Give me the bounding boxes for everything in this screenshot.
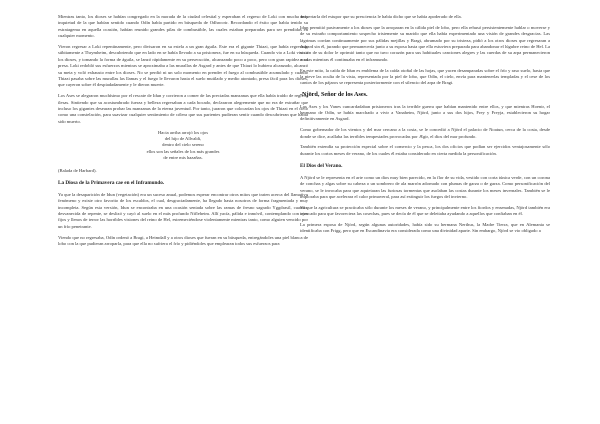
paragraph: Como gobernador de los vientos y del mar cercano a la costa, se le concedió a Njörd el palacio de Noatun, cerca de la costa, desde donde se dice, acallaba las terribles tempestades provocadas por Ægir, el dios del mar profundo.: [300, 127, 550, 139]
paragraph: La primera esposa de Njörd, según algunas autoridades, había sido su hermana Nerthus, la Madre Tierra, que en Alemania se identificaba con Frigg, pero que en Escandinavia era considerada como una divinidad aparte. Sin embargo, Njörd se vio obligado a: [300, 222, 550, 234]
paragraph: En este mito, la caída de Idun es emblema de la caída otoñal de las hojas, que yacen desamparadas sobre el frío y raso suelo, hasta que la nieve las oculta de la vista, representada por la piel de lobo, que Odín, el cielo, envía para mantenerlas templadas y el cese de los cantos de los pájaros se representa posteriormente con el silencio del arpa de Bragi.: [300, 67, 550, 86]
right-column: [300, 14, 550, 239]
left-column: [58, 14, 308, 252]
poem-line: Hacia arriba arrojó los ojos: [157, 129, 208, 135]
chapter-heading: -Njörd, Señor de los Ases.: [300, 91, 368, 99]
paragraph: Idun permitió pasivamente a los dioses que la arroparan en la cálida piel de lobo, pero ella rehusó persistentemente hablar o moverse y de su extraño comportamiento sospecho tristemente su marido que ella había experimentado una visión de grandes desgracias. Las lágrimas corrían continuamente por sus pálidas mejillas y Bragi, abrumado por su tristeza, pidió a los otros dioses que regresaran a Asgard sin él, jurando que permanecería junto a su esposa hasta que ella estuviera preparada para abandonar el lúgubre reino de Hel. La visión de su dolor le oprimió tanto que no tuvo corazón para sus habituales canciones alegres y las cuerdas de su arpa permanecieron mudas mientras él continuaba en el inframundo.: [300, 24, 550, 62]
paragraph: También extendía su protección especial sobre el comercio y la pesca, los dos oficios que podían ser ejercidos ventajosamente sólo durante los cortos meses de verano, de los cuales él estaba considerado en cierta medida la personificación.: [300, 144, 550, 156]
paragraph: A Njörd se le representa en el arte como un dios muy bien parecido, en la flor de su vida, vestido con corta túnica verde, con un corona de conchas y algas sobre su cabeza o un sombrero de ala marrón adornado con plumas de garza o de garza. Como personificación del verano, se le invocaba para que aquietaran las furiosas tormentas que asolaban las costas durante los meses invernales. También se le imploraba para que acelerara el calor primaveral, para así extinguir los fuegos del invierno.: [300, 174, 550, 200]
paragraph: Los Ases y los Vanes cuncardadaban prisioneros tras la terrible guerra que habían mantenido entre ellos, y que mientras Hoenir, el hermano de Odín, se había marchado a vivir a Vanaheim, Njörd, junto a sus dos hijos, Frey y Freyja, establecieron su hogar definitivamente en Asgard.: [300, 103, 550, 122]
attribution: (Balada de Harbard).: [58, 167, 97, 173]
poem-line: de entre mis hazañas.: [163, 155, 203, 161]
paragraph: Ya que la agricultura se practicaba sólo durante los meses de verano, y principalmente entre los fiordos y ensenadas, Njörd también era invocado para que favoreciera las cosechas, pues se decía de él que se deleitaba ayudando a aquellos que confiaban en él.: [300, 204, 550, 217]
poem-line: del hijo de Allvaldi,: [164, 136, 202, 142]
section-heading: El Dios del Verano.: [300, 163, 343, 170]
poem-line: ellos son las señales de los más grandes: [146, 148, 220, 154]
paragraph: Vieron regresar a Loki repentinamente, pero divisaron en su estela a un gran águila. Este era el gigante Thiazi, que había regresado súbitamente a Thrymheim, descubriendo que en lado en se había llevado a su prisionera, fue en su búsqueda. Cuando vio a Loki vino a los dioses, y tomando la forma de águila, se lanzó rápidamente en su persecución, alcanzando poco a poco, pero con gran rapidez a su presa. Loki redobló sus esfuerzos mientras se aproximaba a las murallas de Asgard y antes de que Thiazi lo hubiera alcanzado, alcanzó su meta y voló exhausto entre los dioses. No se perdió ni un solo momento en prender el fuego al combustible acumulado y cuando Thiazi pasaba sobre las murallas las llamas y el fuego le llevaron hasta el suelo mutilado y medio atontado, presa fácil para los dioses, que cayeron sobre él despiadadamente y le dieron muerte.: [58, 44, 308, 88]
paragraph: Viendo que no regresaba, Odín ordenó a Bragi, a Heimdall y a otros dioses que fueran en su búsqueda, entregándoles una piel blanca de lobo con la que pudieran arroparla, para que ella no sufriera el frío y pidiéndoles que emplearan todos sus esfuerzos para: [58, 234, 308, 246]
section-heading: La Diosa de la Primavera cae en el Inframundo.: [58, 180, 165, 187]
poem-block: [58, 130, 308, 162]
paragraph: Los Ases se alegraron muchísimo por el rescate de Idun y corrieron a comer de las preciadas manzanas que ella había traído de regreso ilesas. Sintiendo que su acostumbrado fuerza y belleza regresaban a cada bocado, declararon alegremente que no era de extrañar que incluso los gigantes desearan probar las manzanas de la eterna juventud. Por tanto, juraron que colocarían los ojos de Thiazi en el cielo como una constelación, para suavizar cualquier sentimiento de cólera que sus parientes pudieran sentir cuando descubrieran que había sido muerto.: [58, 93, 308, 124]
paragraph: Ya que la desaparición de Idun (vegetación) era un suceso anual, podemos esperar encontrar otros mitos que traten acerca del llamativo fenómeno y existe otro favorito de los escaldos, el cual, desgraciadamente, ha llegado hasta nosotros de forma fragmentada y muy incompleta. Según esta versión, Idun se encontraba en una ocasión sentada sobre las ramas de fresno sagrado Yggdrasil, cuando, desvanecida de repente, se deslizó y cayó al suelo en el más profundo Nifleheim. Allí yacía, pálida e inmóvil, contemplando con ojos fijos y llenos de terror las horribles visiones del reino de Hel, estremeciéndose violentamente mientras tanto, como alguien vencido por un frío penetrante.: [58, 191, 308, 229]
paragraph: Mientras tanto, los dioses se habían congregado en la morada de la ciudad celestial y esperaban el regreso de Loki con mucha más inquietud de la que habían sentido cuando Odín había partido en búsqueda de Odhrocrir. Recordando el éxito que había tenido su estratagema en aquella ocasión, habían reunido grandes pilas de combustible, las cuales estaban preparadas para ser prendidas en cualquier momento.: [58, 14, 308, 39]
paragraph: despertarla del estupor que su presciencia le había dicho que se había apoderado de ella.: [300, 14, 462, 19]
poem-line: dentro del cielo sereno: [162, 142, 204, 148]
